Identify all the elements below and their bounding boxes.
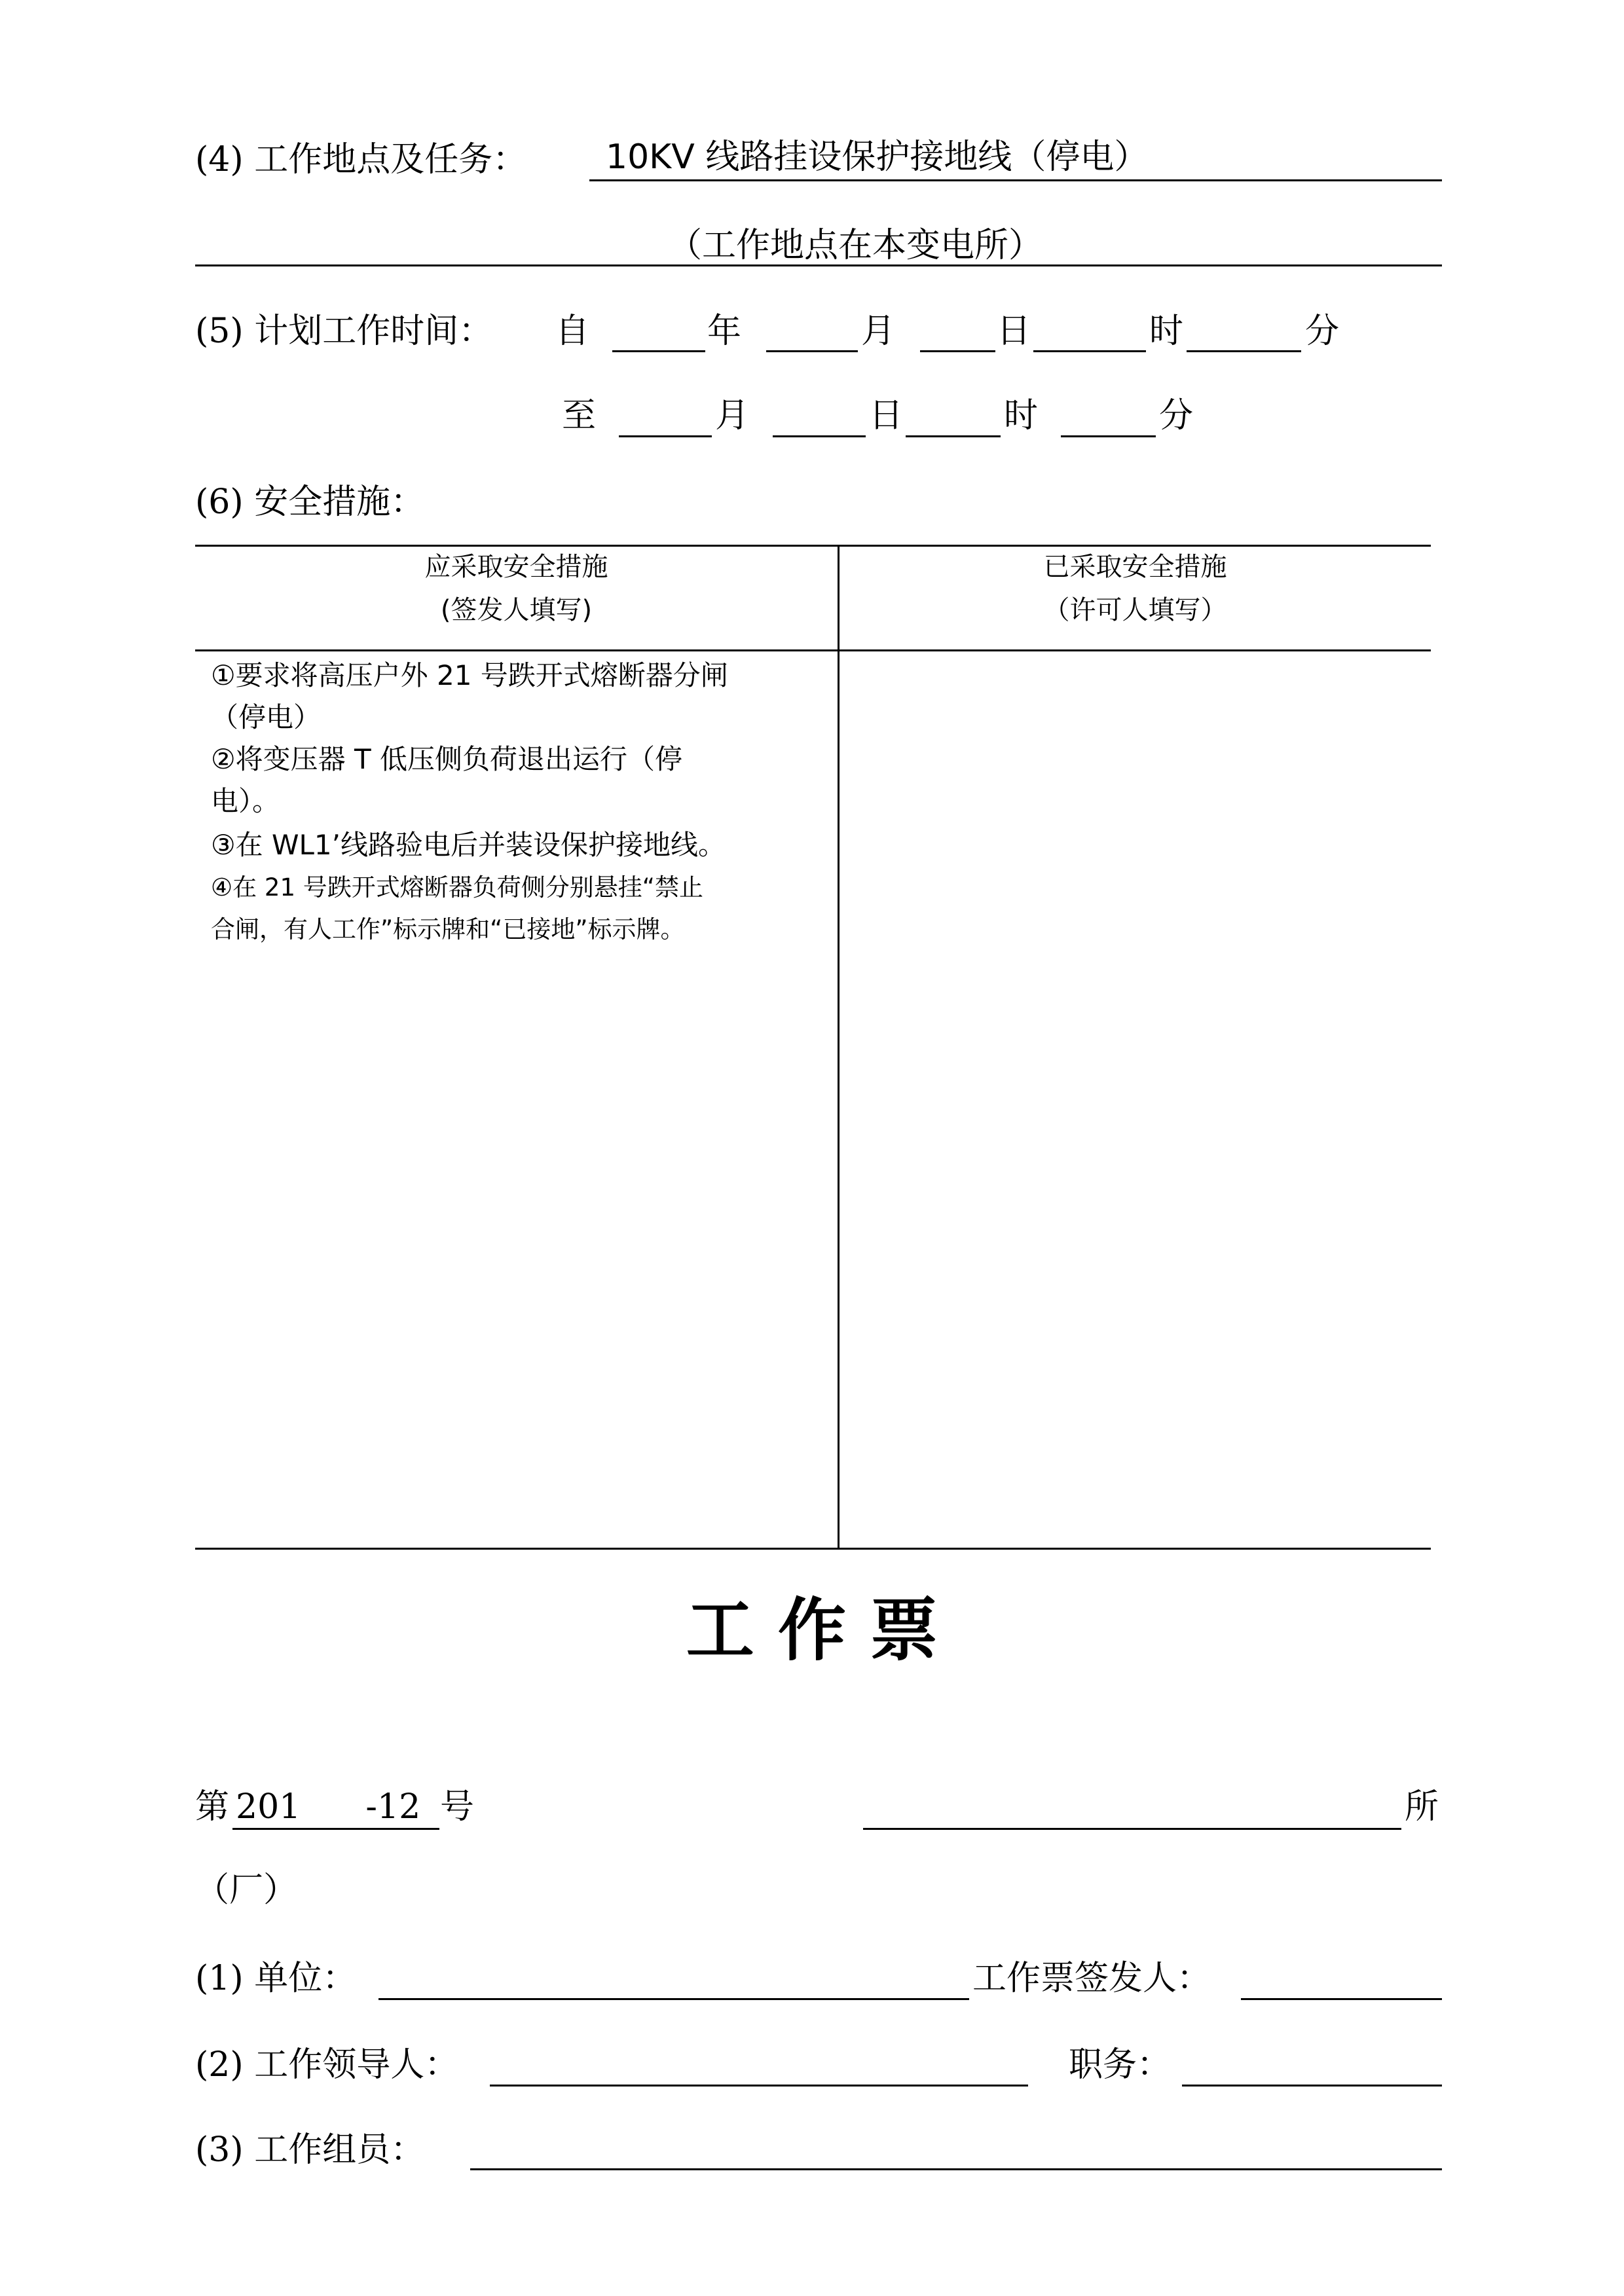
item5-label: (5) 计划工作时间： [195,312,493,351]
signer-blank [1241,1998,1442,2000]
to-hour-unit: 时 [1004,396,1039,435]
from-day-unit: 日 [997,312,1031,351]
measure-4-line-1: ④在 21 号跌开式熔断器负荷侧分别悬挂“禁止 [211,873,703,902]
from-day-blank [920,350,995,352]
station-suffix: 所 [1405,1787,1439,1827]
col1-header-note: (签发人填写) [440,595,593,625]
item4-label: (4) 工作地点及任务： [195,140,527,179]
item4-underline-2 [195,264,1442,266]
item5-from: 自 [555,312,590,351]
to-day-unit: 日 [869,396,904,435]
from-year-blank [612,350,705,352]
position-label: 职务： [1069,2045,1172,2085]
position-blank [1182,2085,1442,2086]
from-month-unit: 月 [861,312,896,351]
factory-label: （厂） [195,1870,298,1910]
from-minute-blank [1187,350,1301,352]
col2-header-title: 已采取安全措施 [1043,552,1227,582]
work-ticket-title: 工 作 票 [686,1590,938,1670]
unit-blank [378,1998,969,2000]
station-blank [863,1828,1401,1830]
leader-label: (2) 工作领导人： [195,2045,459,2085]
from-year-unit: 年 [707,312,742,351]
ticket-number-prefix: 第 [195,1787,230,1827]
table-column-divider [838,545,840,1550]
measure-4-line-2: 合闸，有人工作”标示牌和“已接地”标示牌。 [211,915,685,943]
from-hour-unit: 时 [1149,312,1184,351]
members-blank [470,2168,1442,2170]
from-month-blank [766,350,858,352]
from-minute-unit: 分 [1305,312,1340,351]
signer-label: 工作票签发人： [972,1959,1211,1998]
ticket-number-value: 201 -12 [236,1787,421,1827]
members-label: (3) 工作组员： [195,2130,425,2170]
to-minute-unit: 分 [1159,396,1194,435]
to-minute-blank [1061,435,1156,437]
table-top-border [195,545,1431,547]
item5-to: 至 [562,396,597,435]
col2-header-note: （许可人填写） [1043,595,1227,625]
item4-underline-1 [589,179,1442,181]
measure-1-line-2: （停电） [211,701,322,733]
measure-2-line-1: ②将变压器 T 低压侧负荷退出运行（停 [211,743,683,775]
col1-header-title: 应采取安全措施 [424,552,608,582]
item4-location-text: （工作地点在本变电所） [668,226,1043,265]
measure-1-line-1: ①要求将高压户外 21 号跌开式熔断器分闸 [211,659,728,691]
unit-label: (1) 单位： [195,1959,357,1998]
measure-3-line-1: ③在 WL1’线路验电后并装设保护接地线。 [211,829,726,861]
to-hour-blank [906,435,1001,437]
from-hour-blank [1033,350,1146,352]
leader-blank [490,2085,1028,2086]
to-month-unit: 月 [715,396,750,435]
ticket-number-suffix: 号 [440,1787,475,1827]
table-header-border [195,649,1431,651]
item4-task-text: 10KV 线路挂设保护接地线（停电） [606,137,1149,177]
to-day-blank [773,435,866,437]
table-bottom-border [195,1548,1431,1550]
item6-label: (6) 安全措施： [195,483,425,522]
measure-2-line-2: 电）。 [211,785,280,817]
to-month-blank [619,435,712,437]
ticket-number-underline [232,1828,439,1830]
